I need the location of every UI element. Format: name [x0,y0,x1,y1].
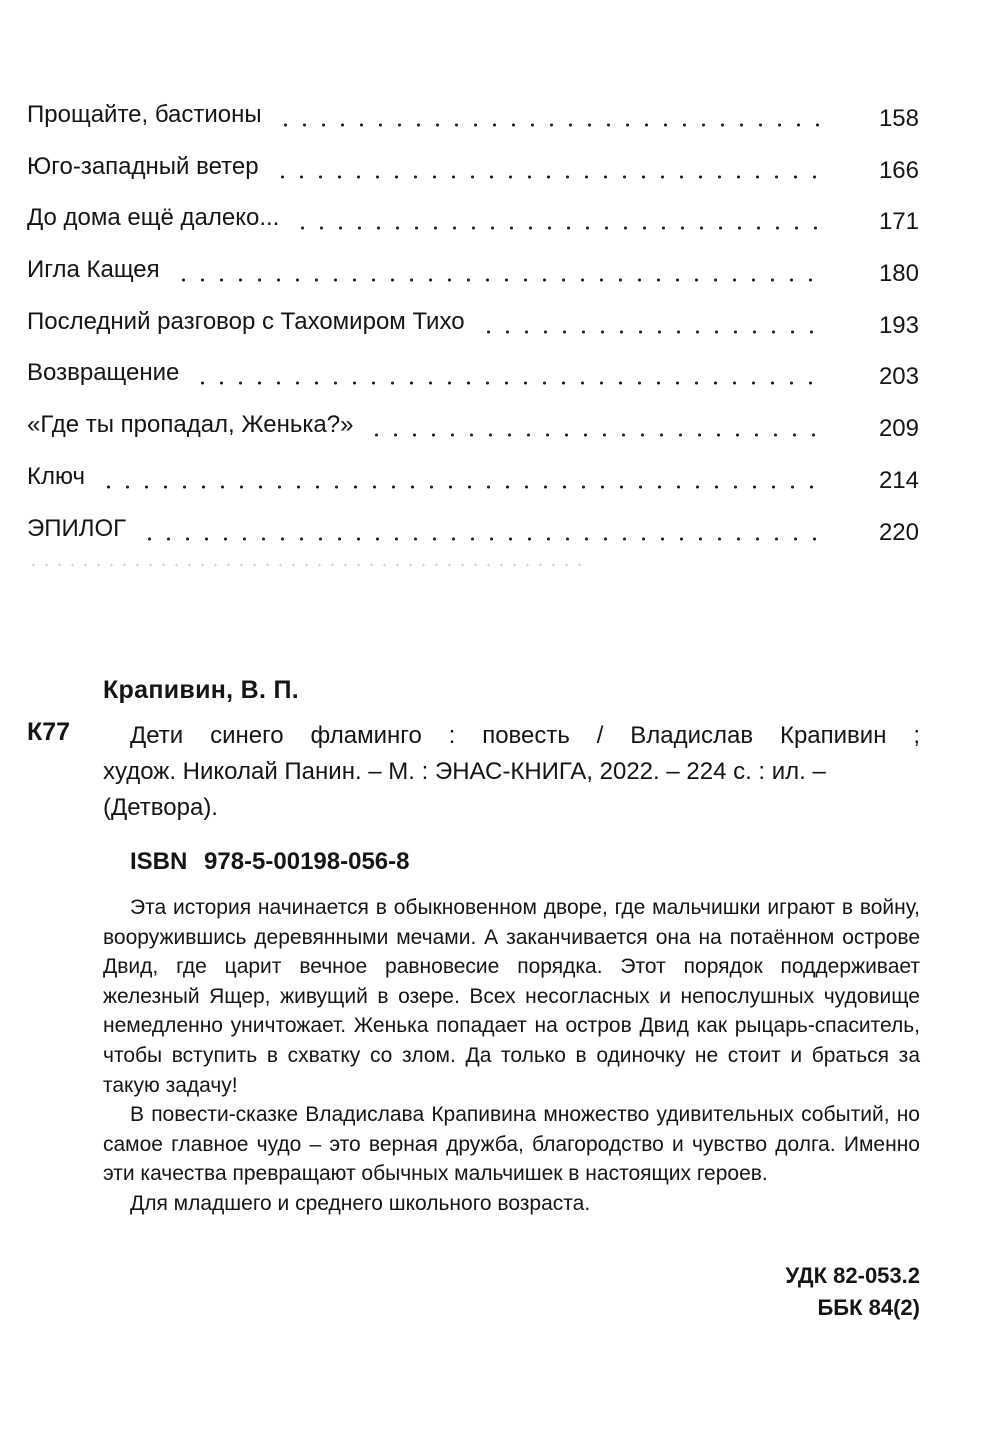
record-author: Крапивин, В. П. [103,676,299,704]
biblio-line-publisher: худож. Николай Панин. – М. : ЭНАС-КНИГА, 2022. – 224 с. : ил. – [103,758,826,785]
table-of-contents [27,92,919,557]
toc-entry [27,247,919,299]
toc-entry [27,350,919,402]
record-author-code: К77 [27,718,71,746]
toc-entry-page: 220 [878,518,919,546]
toc-entry-page: 214 [878,466,919,494]
biblio-line-title: Дети синего фламинго : повесть / Владислав Крапивин ; [130,722,920,749]
toc-entry-title: Возвращение [27,359,180,387]
toc-leader-dots [174,259,819,289]
toc-entry-title: ЭПИЛОГ [27,514,127,542]
toc-entry-title: Прощайте, бастионы [27,101,262,128]
toc-entry-page: 180 [878,260,919,288]
toc-entry-page: 209 [878,415,919,443]
toc-leader-dots [479,311,819,341]
toc-entry-title: Юго-западный ветер [27,152,259,180]
biblio-line-series: (Детвора). [103,794,218,821]
bibliographic-description [103,718,920,826]
toc-entry [27,144,919,196]
toc-leader-dots [273,156,819,186]
toc-entry-page: 158 [878,105,919,132]
toc-entry-page: 203 [878,363,919,391]
toc-leader-dots [140,518,819,548]
annotation-audience: Для младшего и среднего школьного возраста. [130,1191,591,1215]
toc-entry [27,506,919,558]
toc-entry [27,454,919,506]
annotation-paragraph: В повести-сказке Владислава Крапивина множество удивительных событий, но самое главное чудо – это верная дружба, благородство и чувство долга. Именно эти качества превращают обычных мальчишек в настоящих героев. [103,1103,920,1186]
toc-entry-page: 193 [878,311,919,339]
toc-leader-dots [193,362,819,392]
toc-leader-dots [99,466,819,496]
isbn: ISBN 978-5-00198-056-8 [130,848,410,875]
toc-entry-title: «Где ты пропадал, Женька?» [27,411,354,439]
classification-codes [785,1260,920,1324]
toc-entry [27,299,919,351]
toc-entry [27,402,919,454]
toc-leader-dots [276,104,819,134]
toc-leader-dots [293,207,819,237]
annotation [103,893,920,1219]
toc-leader-dots [367,414,819,444]
toc-entry-title: Ключ [27,462,85,490]
udk-code: УДК 82-053.2 [785,1263,920,1288]
toc-entry-title: Последний разговор с Тахомиром Тихо [27,307,465,335]
toc-entry-title: Игла Кащея [27,256,160,284]
toc-entry-page: 166 [878,156,919,184]
toc-entry-page: 171 [878,208,919,236]
bleed-through-dots [27,562,587,568]
toc-entry [27,92,919,144]
toc-entry-title: До дома ещё далеко... [27,204,280,232]
toc-entry [27,195,919,247]
annotation-paragraph: Эта история начинается в обыкновенном дворе, где мальчишки играют в войну, вооружившись деревянными мечами. А заканчивается она на потаённом острове Двид, где царит вечное равновесие порядка. Этот порядок поддерживает железный Ящер, живущий в озере. Всех несогласных и непослушных чудовище немедленно уничтожает. Женька попадает на остров Двид как рыцарь-спаситель, чтобы вступить в схватку со злом. Да только в одиночку не стоит и браться за такую задачу! [103,896,920,1097]
bbk-code: ББК 84(2) [817,1295,920,1320]
